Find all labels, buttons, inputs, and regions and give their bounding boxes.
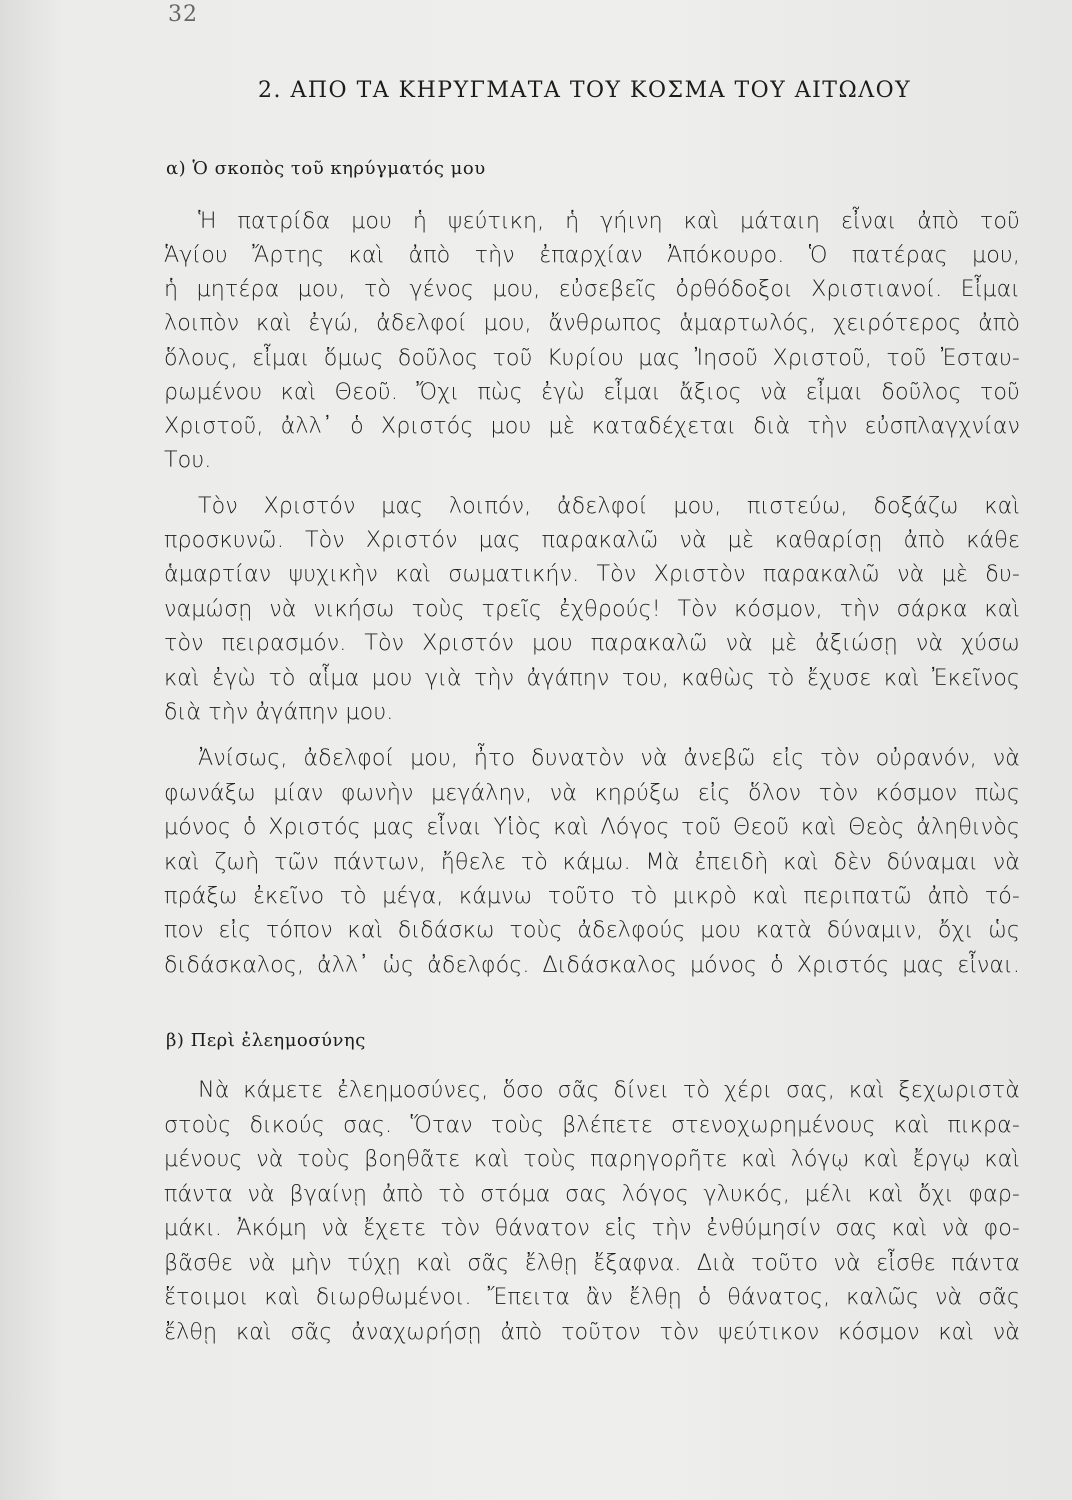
paragraph-line: ἁμαρτίαν ψυχικὴν καὶ σωματικήν. Τὸν Χριστὸν παρακαλῶ νὰ μὲ δυ- bbox=[164, 561, 1020, 587]
paragraph-line: Ἁγίου Ἄρτης καὶ ἀπὸ τὴν ἐπαρχίαν Ἀπόκουρο. Ὁ πατέρας μου, bbox=[164, 242, 1020, 268]
paragraph-line: ρωμένου καὶ Θεοῦ. Ὄχι πὼς ἐγὼ εἶμαι ἄξιος νὰ εἶμαι δοῦλος τοῦ bbox=[164, 379, 1020, 405]
section-heading-b: β) Περὶ ἐλεημοσύνης bbox=[166, 1030, 366, 1051]
paragraph-line: Τὸν Χριστόν μας λοιπόν, ἀδελφοί μου, πιστεύω, δοξάζω καὶ bbox=[198, 493, 1020, 519]
paragraph-line: πάντα νὰ βγαίνῃ ἀπὸ τὸ στόμα σας λόγος γλυκός, μέλι καὶ ὄχι φαρ- bbox=[164, 1181, 1020, 1207]
paragraph-line: πράξω ἐκεῖνο τὸ μέγα, κάμνω τοῦτο τὸ μικρὸ καὶ περιπατῶ ἀπὸ τό- bbox=[164, 883, 1020, 909]
paragraph-line: μόνος ὁ Χριστός μας εἶναι Υἱὸς καὶ Λόγος τοῦ Θεοῦ καὶ Θεὸς ἀληθινὸς bbox=[164, 814, 1020, 840]
page-number: 32 bbox=[168, 2, 198, 27]
paragraph-line: βᾶσθε νὰ μὴν τύχῃ καὶ σᾶς ἔλθῃ ἔξαφνα. Διὰ τοῦτο νὰ εἶσθε πάντα bbox=[164, 1250, 1020, 1276]
paragraph-line: πον εἰς τόπον καὶ διδάσκω τοὺς ἀδελφούς μου κατὰ δύναμιν, ὄχι ὡς bbox=[164, 917, 1020, 943]
paragraph-line: ἕτοιμοι καὶ διωρθωμένοι. Ἔπειτα ἂν ἔλθῃ ὁ θάνατος, καλῶς νὰ σᾶς bbox=[164, 1284, 1020, 1310]
paragraph-line: Χριστοῦ, ἀλλ᾿ ὁ Χριστός μου μὲ καταδέχεται διὰ τὴν εὐσπλαγχνίαν bbox=[164, 413, 1020, 439]
paragraph-line: καὶ ζωὴ τῶν πάντων, ἤθελε τὸ κάμω. Μὰ ἐπειδὴ καὶ δὲν δύναμαι νὰ bbox=[164, 849, 1020, 875]
paragraph-line: ἔλθῃ καὶ σᾶς ἀναχωρήσῃ ἀπὸ τοῦτον τὸν ψεύτικον κόσμον καὶ νὰ bbox=[164, 1319, 1020, 1345]
paragraph-line: τὸν πειρασμόν. Τὸν Χριστόν μου παρακαλῶ νὰ μὲ ἀξιώσῃ νὰ χύσω bbox=[164, 630, 1020, 656]
paragraph-line: φωνάξω μίαν φωνὴν μεγάλην, νὰ κηρύξω εἰς ὅλον τὸν κόσμον πὼς bbox=[164, 780, 1020, 806]
paragraph-line: μάκι. Ἀκόμη νὰ ἔχετε τὸν θάνατον εἰς τὴν ἐνθύμησίν σας καὶ νὰ φο- bbox=[164, 1215, 1020, 1241]
paragraph-line: λοιπὸν καὶ ἐγώ, ἀδελφοί μου, ἄνθρωπος ἁμαρτωλός, χειρότερος ἀπὸ bbox=[164, 310, 1020, 336]
paragraph-line: καὶ ἐγὼ τὸ αἷμα μου γιὰ τὴν ἀγάπην του, καθὼς τὸ ἔχυσε καὶ Ἐκεῖνος bbox=[164, 665, 1020, 691]
paragraph-line: ναμώσῃ νὰ νικήσω τοὺς τρεῖς ἐχθρούς! Τὸν κόσμον, τὴν σάρκα καὶ bbox=[164, 596, 1020, 622]
paragraph-line: προσκυνῶ. Τὸν Χριστόν μας παρακαλῶ νὰ μὲ καθαρίσῃ ἀπὸ κάθε bbox=[164, 527, 1020, 553]
paragraph-line: ἡ μητέρα μου, τὸ γένος μου, εὐσεβεῖς ὀρθόδοξοι Χριστιανοί. Εἶμαι bbox=[164, 276, 1020, 302]
paragraph-line: Ἀνίσως, ἀδελφοί μου, ἦτο δυνατὸν νὰ ἀνεβῶ εἰς τὸν οὐρανόν, νὰ bbox=[198, 745, 1020, 771]
paragraph-line: Του. bbox=[164, 447, 212, 473]
chapter-title: 2. ΑΠΟ ΤΑ ΚΗΡΥΓΜΑΤΑ ΤΟΥ ΚΟΣΜΑ ΤΟΥ ΑΙΤΩΛΟΥ bbox=[258, 78, 912, 103]
section-heading-a: α) Ὁ σκοπὸς τοῦ κηρύγματός μου bbox=[166, 158, 486, 179]
paragraph-line: μένους νὰ τοὺς βοηθᾶτε καὶ τοὺς παρηγορῆτε καὶ λόγῳ καὶ ἔργῳ καὶ bbox=[164, 1146, 1020, 1172]
paragraph-line: διὰ τὴν ἀγάπην μου. bbox=[164, 699, 394, 725]
paragraph-line: Νὰ κάμετε ἐλεημοσύνες, ὅσο σᾶς δίνει τὸ χέρι σας, καὶ ξεχωριστὰ bbox=[198, 1077, 1020, 1103]
paragraph-line: Ἡ πατρίδα μου ἡ ψεύτικη, ἡ γήινη καὶ μάταιη εἶναι ἀπὸ τοῦ bbox=[198, 208, 1020, 234]
paragraph-line: διδάσκαλος, ἀλλ᾿ ὡς ἀδελφός. Διδάσκαλος μόνος ὁ Χριστός μας εἶναι. bbox=[164, 952, 1020, 978]
paragraph-line: στοὺς δικούς σας. Ὅταν τοὺς βλέπετε στενοχωρημένους καὶ πικρα- bbox=[164, 1112, 1020, 1138]
paragraph-line: ὅλους, εἶμαι ὅμως δοῦλος τοῦ Κυρίου μας Ἰησοῦ Χριστοῦ, τοῦ Ἐσταυ- bbox=[164, 345, 1020, 371]
